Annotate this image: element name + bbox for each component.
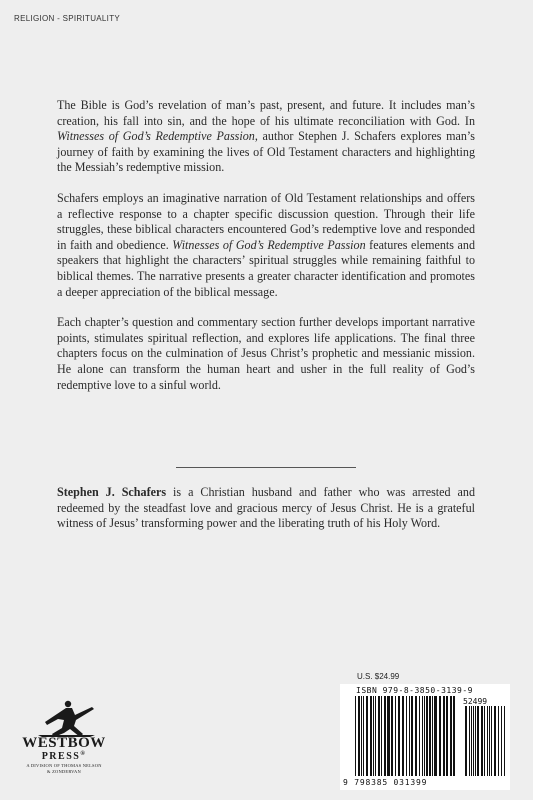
barcode-bar xyxy=(434,696,437,776)
division-line-1: A DIVISION OF THOMAS NELSON xyxy=(26,763,102,768)
barcode-addon-bar xyxy=(484,706,485,776)
barcode-bar xyxy=(411,696,413,776)
publisher-division xyxy=(18,763,110,775)
barcode-bar xyxy=(409,696,410,776)
division-line-2: & ZONDERVAN xyxy=(47,769,81,774)
barcode-bar xyxy=(387,696,390,776)
barcode-addon-bar xyxy=(471,706,472,776)
description-paragraph-2 xyxy=(57,191,475,300)
barcode-bar xyxy=(395,696,396,776)
paragraph-1-segment-1: The Bible is God’s revelation of man’s past, present, and future. It includes man’s creation, his fall into sin, and the hope of his ultimate reconciliation with God. In xyxy=(57,98,475,128)
barcode-bar xyxy=(381,696,382,776)
paragraph-3-segment-1: Each chapter’s question and commentary section further develops important narrative points, stimulates spiritual reflection, and explores life applications. The final three chapters focus on the culmination of Jesus Christ’s prophetic and messianic mission. He alone can transform the human heart and usher in the full reality of God’s redemptive love to a sinful world. xyxy=(57,315,475,392)
paragraph-1-book-title: Witnesses of God’s Redemptive Passion xyxy=(57,129,255,144)
description-paragraph-3 xyxy=(57,315,475,393)
barcode-bar xyxy=(361,696,362,776)
barcode-bar xyxy=(355,696,356,776)
description xyxy=(57,98,475,408)
barcode-bar xyxy=(432,696,433,776)
barcode-addon-bar xyxy=(491,706,492,776)
isbn-label: ISBN 979-8-3850-3139-9 xyxy=(356,686,473,695)
barcode-bar xyxy=(439,696,441,776)
barcode-bar xyxy=(424,696,425,776)
barcode-bar xyxy=(375,696,376,776)
barcode-addon-bar xyxy=(498,706,499,776)
barcode-bar xyxy=(429,696,431,776)
paragraph-2-segment-1: Schafers employs an imaginative narration of Old Testament relationships and offers a reflective response to a chapter specific discussion question. Through their life struggles, these biblical characters encountered God’s redemptive love and responded in faith and obedience. xyxy=(57,190,475,252)
author-bio-text: is a Christian husband and father who was arrested and redeemed by the steadfast love and gracious mercy of Jesus Christ. He is a grateful witness of Jesus’ transforming power and the liberating truth of his Holy Word. xyxy=(57,485,475,531)
barcode-addon-bar xyxy=(473,706,474,776)
price-label: U.S. $24.99 xyxy=(357,672,400,681)
barcode-addon-bar xyxy=(465,706,467,776)
barcode-addon-bar xyxy=(475,706,476,776)
barcode-bar xyxy=(426,696,428,776)
paragraph-2-book-title: Witnesses of God’s Redemptive Passion xyxy=(172,237,366,252)
barcode-bar xyxy=(358,696,360,776)
barcode-number: 9 798385 031399 xyxy=(343,778,428,787)
barcode-bar xyxy=(443,696,445,776)
barcode-addon-bar xyxy=(477,706,479,776)
author-name: Stephen J. Schafers xyxy=(57,485,167,499)
barcode-addon-bar xyxy=(489,706,490,776)
barcode-bar xyxy=(415,696,417,776)
category-label: RELIGION - SPIRITUALITY xyxy=(14,14,121,23)
section-divider xyxy=(176,467,356,468)
paragraph-2-segment-3: features elements and speakers that highlight the characters’ spiritual struggles while remaining faithful to biblical themes. The narrative presents a greater character identification and promotes a deeper appreciation of the biblical message. xyxy=(57,237,475,299)
barcode-bar xyxy=(453,696,455,776)
author-bio xyxy=(57,485,475,532)
barcode-bar xyxy=(373,696,374,776)
barcode-addon-number: 52499 xyxy=(463,697,488,706)
barcode-bar xyxy=(378,696,380,776)
description-paragraph-1 xyxy=(57,98,475,176)
barcode-addon-bar xyxy=(501,706,502,776)
paragraph-1-segment-3: , author Stephen J. Schafers explores man’s journey of faith by examining the lives of Old Testament characters and highlighting the Messiah’s redemptive mission. xyxy=(57,129,475,175)
barcode-bar xyxy=(406,696,407,776)
barcode-bar xyxy=(398,696,400,776)
barcode-bar xyxy=(366,696,368,776)
barcode-bar xyxy=(422,696,423,776)
barcode-bar xyxy=(450,696,452,776)
barcode-bar xyxy=(370,696,372,776)
barcode-addon-bar xyxy=(469,706,470,776)
barcode-bar xyxy=(384,696,386,776)
barcode-addon-bar xyxy=(481,706,483,776)
barcode-bar xyxy=(419,696,420,776)
barcode-addon-bar xyxy=(504,706,505,776)
barcode-bar xyxy=(402,696,404,776)
publisher-name: WESTBOW xyxy=(22,735,106,751)
barcode-bar xyxy=(391,696,393,776)
barcode-bar xyxy=(446,696,448,776)
barcode-addon-bar xyxy=(487,706,488,776)
publisher-press: PRESS® xyxy=(41,751,87,762)
barcode-icon xyxy=(353,696,508,778)
barcode-bar xyxy=(363,696,364,776)
barcode-addon-bar xyxy=(494,706,496,776)
